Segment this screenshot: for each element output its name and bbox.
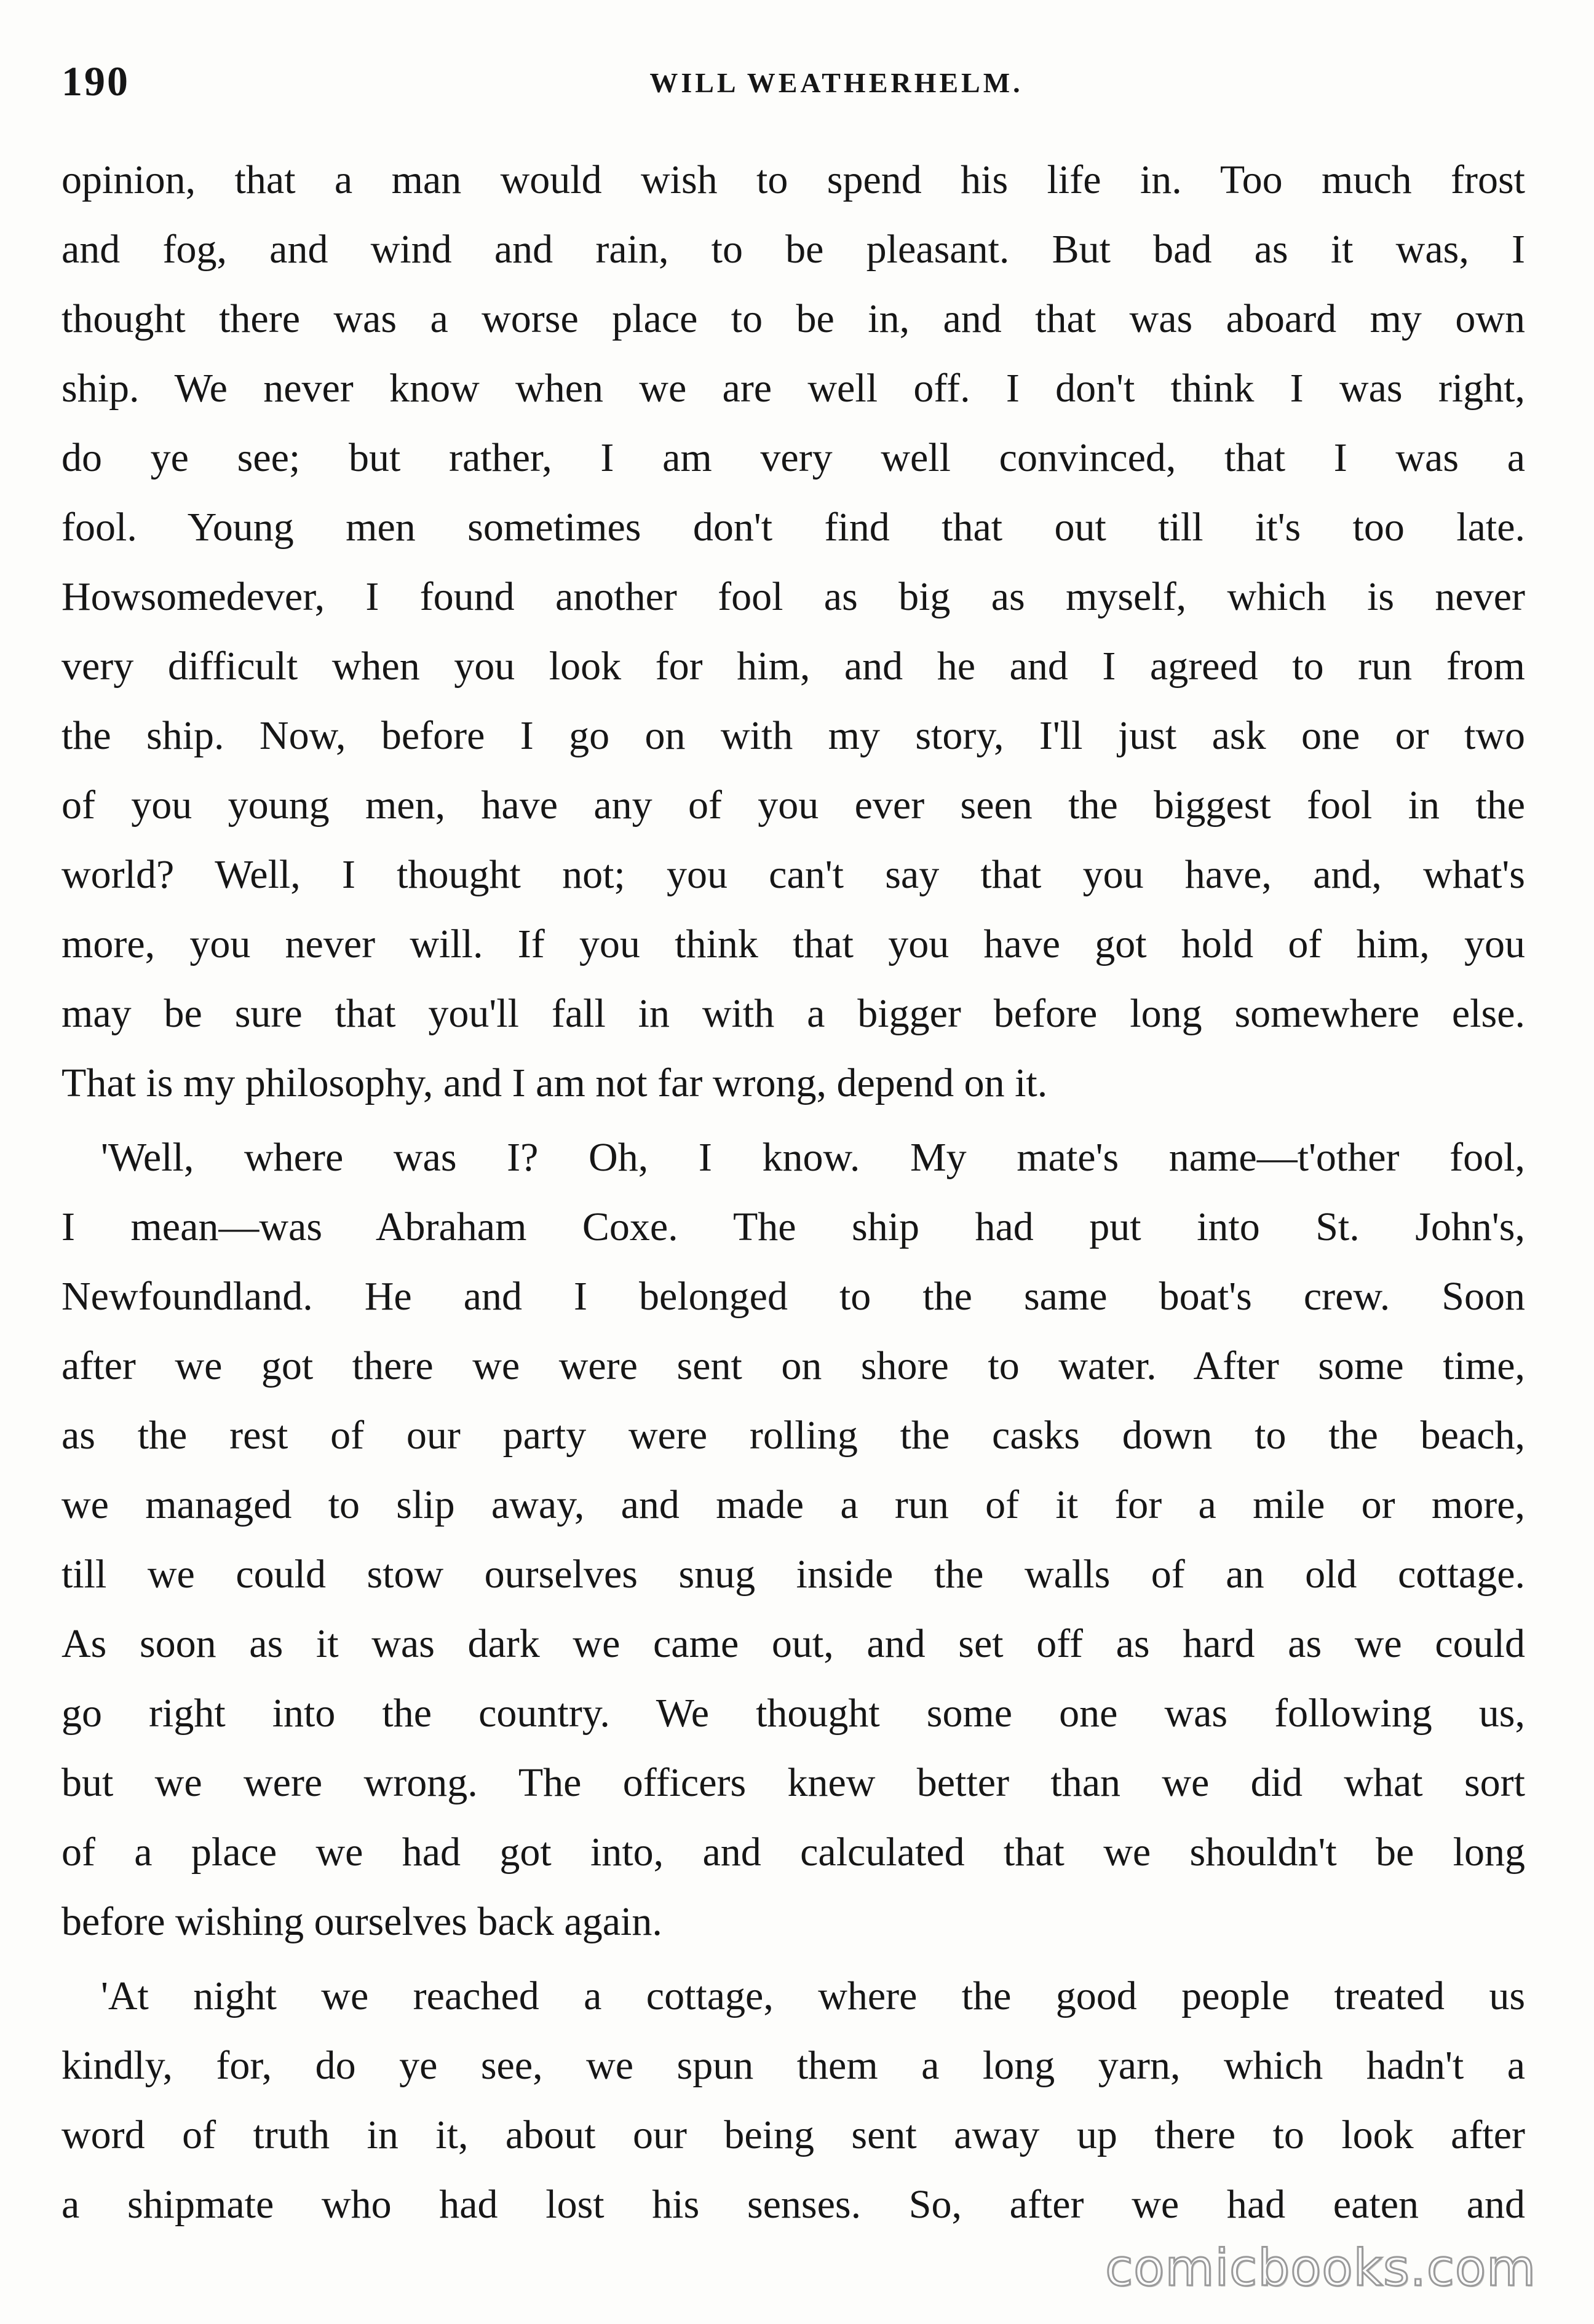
text-line: till we could stow ourselves snug inside the walls of an old cottage. [61, 1552, 1525, 1597]
text-line: of a place we had got into, and calculated that we shouldn't be long [61, 1830, 1525, 1875]
text-line: Newfoundland. He and I belonged to the same boat's crew. Soon [61, 1274, 1525, 1319]
running-head [61, 57, 1525, 106]
text-line: very difficult when you look for him, and he and I agreed to run from [61, 644, 1525, 689]
text-line: as the rest of our party were rolling the casks down to the beach, [61, 1413, 1525, 1458]
text-line: before wishing ourselves back again. [61, 1899, 662, 1944]
text-line: That is my philosophy, and I am not far wrong, depend on it. [61, 1061, 1048, 1105]
text-line: As soon as it was dark we came out, and set off as hard as we could [61, 1621, 1525, 1666]
text-line: word of truth in it, about our being sent away up there to look after [61, 2113, 1525, 2157]
text-line: fool. Young men sometimes don't find that out till it's too late. [61, 505, 1525, 550]
watermark: comicbooks.com [1105, 2239, 1536, 2298]
text-line: do ye see; but rather, I am very well convinced, that I was a [61, 435, 1525, 480]
paragraph-3 [61, 1961, 1525, 2239]
text-line: we managed to slip away, and made a run of it for a mile or more, [61, 1482, 1525, 1527]
body-text [61, 145, 1525, 2239]
text-line: but we were wrong. The officers knew better than we did what sort [61, 1760, 1525, 1805]
text-line: thought there was a worse place to be in, and that was aboard my own [61, 296, 1525, 341]
text-line: 'Well, where was I? Oh, I know. My mate's name—t'other fool, [101, 1135, 1525, 1180]
running-title: WILL WEATHERHELM. [649, 67, 1023, 98]
text-line: go right into the country. We thought some one was following us, [61, 1691, 1525, 1736]
text-line: after we got there we were sent on shore to water. After some time, [61, 1343, 1525, 1388]
text-line: I mean—was Abraham Coxe. The ship had put into St. John's, [61, 1204, 1525, 1249]
text-line: a shipmate who had lost his senses. So, after we had eaten and [61, 2182, 1525, 2227]
text-line: world? Well, I thought not; you can't say that you have, and, what's [61, 852, 1525, 897]
text-line: 'At night we reached a cottage, where the good people treated us [101, 1974, 1525, 2018]
paragraph-1 [61, 145, 1525, 1118]
text-line: the ship. Now, before I go on with my story, I'll just ask one or two [61, 713, 1525, 758]
paragraph-2 [61, 1123, 1525, 1956]
text-line: opinion, that a man would wish to spend his life in. Too much frost [61, 157, 1525, 202]
text-line: and fog, and wind and rain, to be pleasant. But bad as it was, I [61, 227, 1525, 272]
text-line: kindly, for, do ye see, we spun them a long yarn, which hadn't a [61, 2043, 1525, 2088]
text-line: Howsomedever, I found another fool as big as myself, which is never [61, 574, 1525, 619]
page-number: 190 [61, 58, 130, 105]
text-line: may be sure that you'll fall in with a bigger before long somewhere else. [61, 991, 1525, 1036]
text-line: more, you never will. If you think that you have got hold of him, you [61, 922, 1525, 966]
text-line: of you young men, have any of you ever seen the biggest fool in the [61, 783, 1525, 828]
text-line: ship. We never know when we are well off. I don't think I was right, [61, 366, 1525, 411]
